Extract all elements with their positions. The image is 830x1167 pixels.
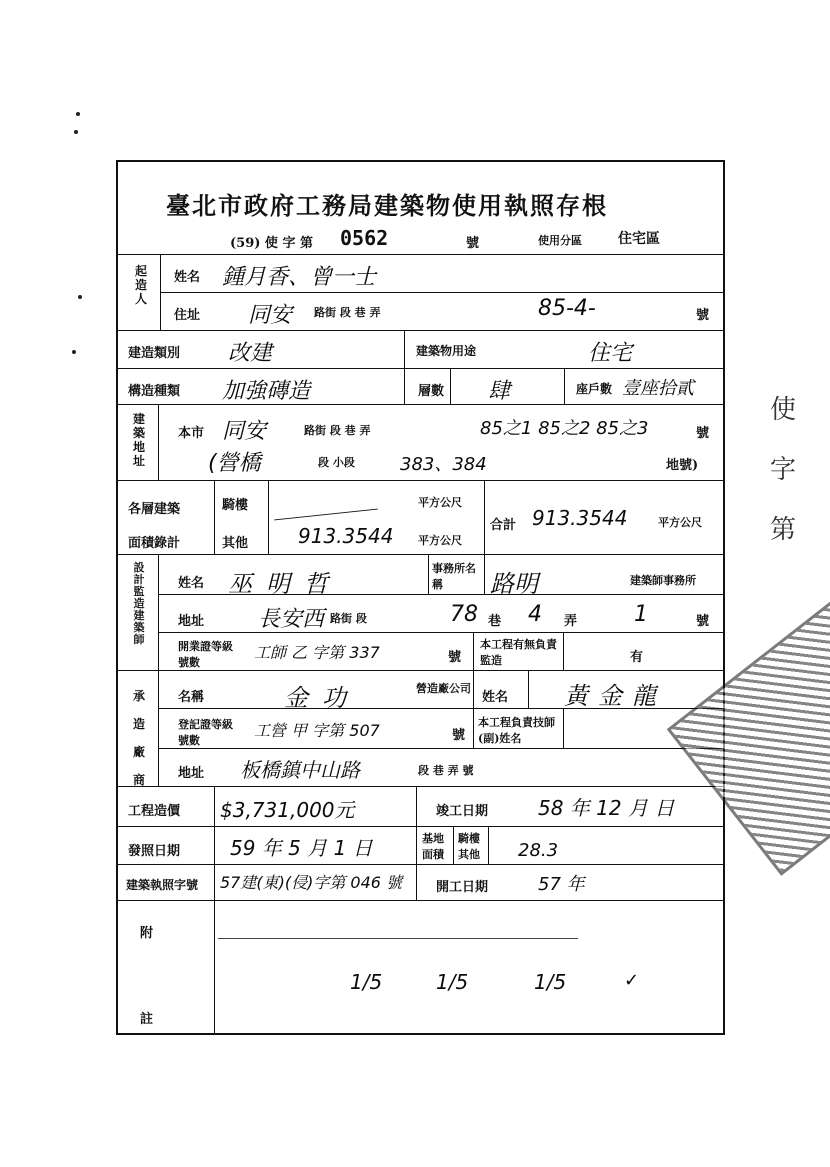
area-label-1: 各層建築 (128, 502, 181, 517)
notes-check: ✓ (624, 970, 640, 991)
usage-value: 住宅 (588, 341, 633, 366)
site-lots: 383、384 (400, 454, 487, 475)
architect-supervise-value: 有 (630, 650, 644, 665)
start-value: 57 年 (538, 874, 585, 895)
area-unit-2: 平方公尺 (418, 534, 462, 547)
applicant-address-units: 路街 段 巷 弄 (314, 306, 381, 319)
architect-firm-label: 事務所名稱 (432, 562, 476, 591)
site-suffix: 號 (696, 426, 710, 441)
contractor-reg-suffix: 號 (452, 728, 466, 743)
floors-value: 肆 (488, 379, 511, 404)
build-type-value: 改建 (228, 341, 273, 366)
contractor-name-value: 金功 (284, 684, 360, 712)
site-district-labels: 段 小段 (318, 456, 355, 469)
margin-text: 使 字 第 (770, 395, 797, 545)
architect-reg-value: 工師 乙 字第 337 (254, 643, 380, 662)
households-value: 壹座拾貳 (622, 378, 694, 399)
architect-group-label: 設計監造建築師 (133, 561, 145, 646)
site-numbers: 85之1 85之2 85之3 (480, 418, 649, 439)
contractor-person-value: 黃金龍 (564, 682, 666, 710)
base-area-label: 基地面積 (422, 832, 444, 861)
license-number: 0562 (340, 226, 389, 250)
area-other-label: 其他 (222, 536, 249, 551)
contractor-group-label: 承造廠商 (132, 689, 145, 787)
document-title: 臺北市政府工務局建築物使用執照存根 (166, 191, 608, 220)
area-label-2: 面積錄計 (128, 536, 181, 551)
contractor-company-label: 營造廠公司 (416, 682, 471, 695)
site-lot-suffix: 地號) (666, 458, 699, 473)
notes-mark-1: 1/5 (350, 970, 383, 994)
applicant-address-suffix: 號 (696, 308, 710, 323)
scan-mark (76, 112, 80, 116)
license-stub-form (116, 160, 725, 1035)
scan-mark (78, 295, 82, 299)
site-road: 同安 (222, 419, 267, 444)
structure-value: 加強磚造 (222, 379, 311, 404)
license-suffix: 號 (466, 236, 480, 251)
notes-table (218, 938, 578, 999)
applicant-address-road: 同安 (248, 303, 293, 328)
base-area-sub: 騎樓 其他 (458, 832, 480, 861)
usage-label: 建築物用途 (416, 344, 477, 358)
contractor-address-label: 地址 (178, 766, 205, 781)
architect-lane-label: 巷 (488, 614, 502, 629)
scan-mark (72, 350, 76, 354)
base-area-value: 28.3 (518, 840, 559, 861)
architect-firm-suffix: 建築師事務所 (630, 574, 696, 587)
site-district: (營橋 (208, 451, 261, 476)
zone-value: 住宅區 (618, 231, 660, 247)
applicant-address-number: 85-4- (538, 296, 596, 321)
site-group-label: 建築地址 (132, 412, 145, 468)
area-unit-1: 平方公尺 (418, 496, 462, 509)
architect-no-label: 號 (696, 614, 710, 629)
architect-address-label: 地址 (178, 614, 205, 629)
cost-value: $3,731,000元 (220, 798, 355, 822)
architect-address-lane: 78 (450, 602, 478, 627)
contractor-address-value: 板橋鎮中山路 (240, 758, 360, 782)
cost-label: 工程造價 (128, 804, 181, 819)
architect-firm-value: 路明 (490, 570, 538, 598)
issue-value: 59 年 5 月 1 日 (230, 836, 373, 860)
permit-label: 建築執照字號 (126, 878, 199, 892)
area-total-unit: 平方公尺 (658, 516, 702, 529)
site-city: 本市 (178, 426, 205, 441)
applicant-name-value: 鍾月香、曾一士 (222, 265, 377, 290)
contractor-person-label: 姓名 (482, 690, 509, 705)
scan-mark (74, 130, 78, 134)
contractor-name-label: 名稱 (178, 690, 205, 705)
area-total-value: 913.3544 (532, 506, 628, 530)
architect-alley-label: 弄 (564, 614, 578, 629)
applicant-group-label: 起造人 (134, 264, 147, 306)
households-label: 座戶數 (576, 382, 613, 396)
architect-name-value: 巫明哲 (228, 570, 342, 598)
area-total-label: 合計 (490, 518, 517, 533)
site-unit-labels: 路街 段 巷 弄 (304, 424, 371, 437)
issue-label: 發照日期 (128, 844, 181, 859)
architect-reg-label: 開業證等級號數 (178, 640, 233, 669)
architect-address-road: 長安西 (258, 607, 325, 632)
architect-address-alley: 4 (528, 602, 542, 627)
applicant-name-label: 姓名 (174, 270, 201, 285)
permit-value: 57建(東)(侵)字第 046 號 (220, 873, 403, 892)
contractor-tech-label: 本工程負責技師(副)姓名 (478, 716, 555, 745)
finish-label: 竣工日期 (436, 804, 489, 819)
structure-label: 構造種類 (128, 384, 181, 399)
area-main-label: 騎樓 (222, 498, 249, 513)
architect-address-unit: 路街 段 (330, 612, 367, 625)
notes-mark-2: 1/5 (436, 970, 469, 994)
applicant-address-label: 住址 (174, 308, 201, 323)
floors-label: 層數 (418, 384, 445, 399)
build-type-label: 建造類別 (128, 346, 181, 361)
license-prefix: (59) 使 字 第 (230, 236, 313, 251)
zone-label: 使用分區 (538, 234, 582, 247)
architect-supervise-label: 本工程有無負責監造 (480, 638, 557, 667)
area-other-value: 913.3544 (298, 524, 394, 548)
contractor-reg-value: 工營 甲 字第 507 (254, 721, 380, 740)
architect-reg-suffix: 號 (448, 650, 462, 665)
architect-name-label: 姓名 (178, 576, 205, 591)
notes-label-2: 註 (140, 1012, 154, 1027)
notes-mark-3: 1/5 (534, 970, 567, 994)
contractor-reg-label: 登記證等級號數 (178, 718, 233, 747)
architect-address-no: 1 (634, 602, 648, 627)
start-label: 開工日期 (436, 880, 489, 895)
contractor-address-units: 段 巷 弄 號 (418, 764, 474, 777)
finish-value: 58 年 12 月 日 (538, 796, 675, 820)
notes-label-1: 附 (140, 926, 154, 941)
